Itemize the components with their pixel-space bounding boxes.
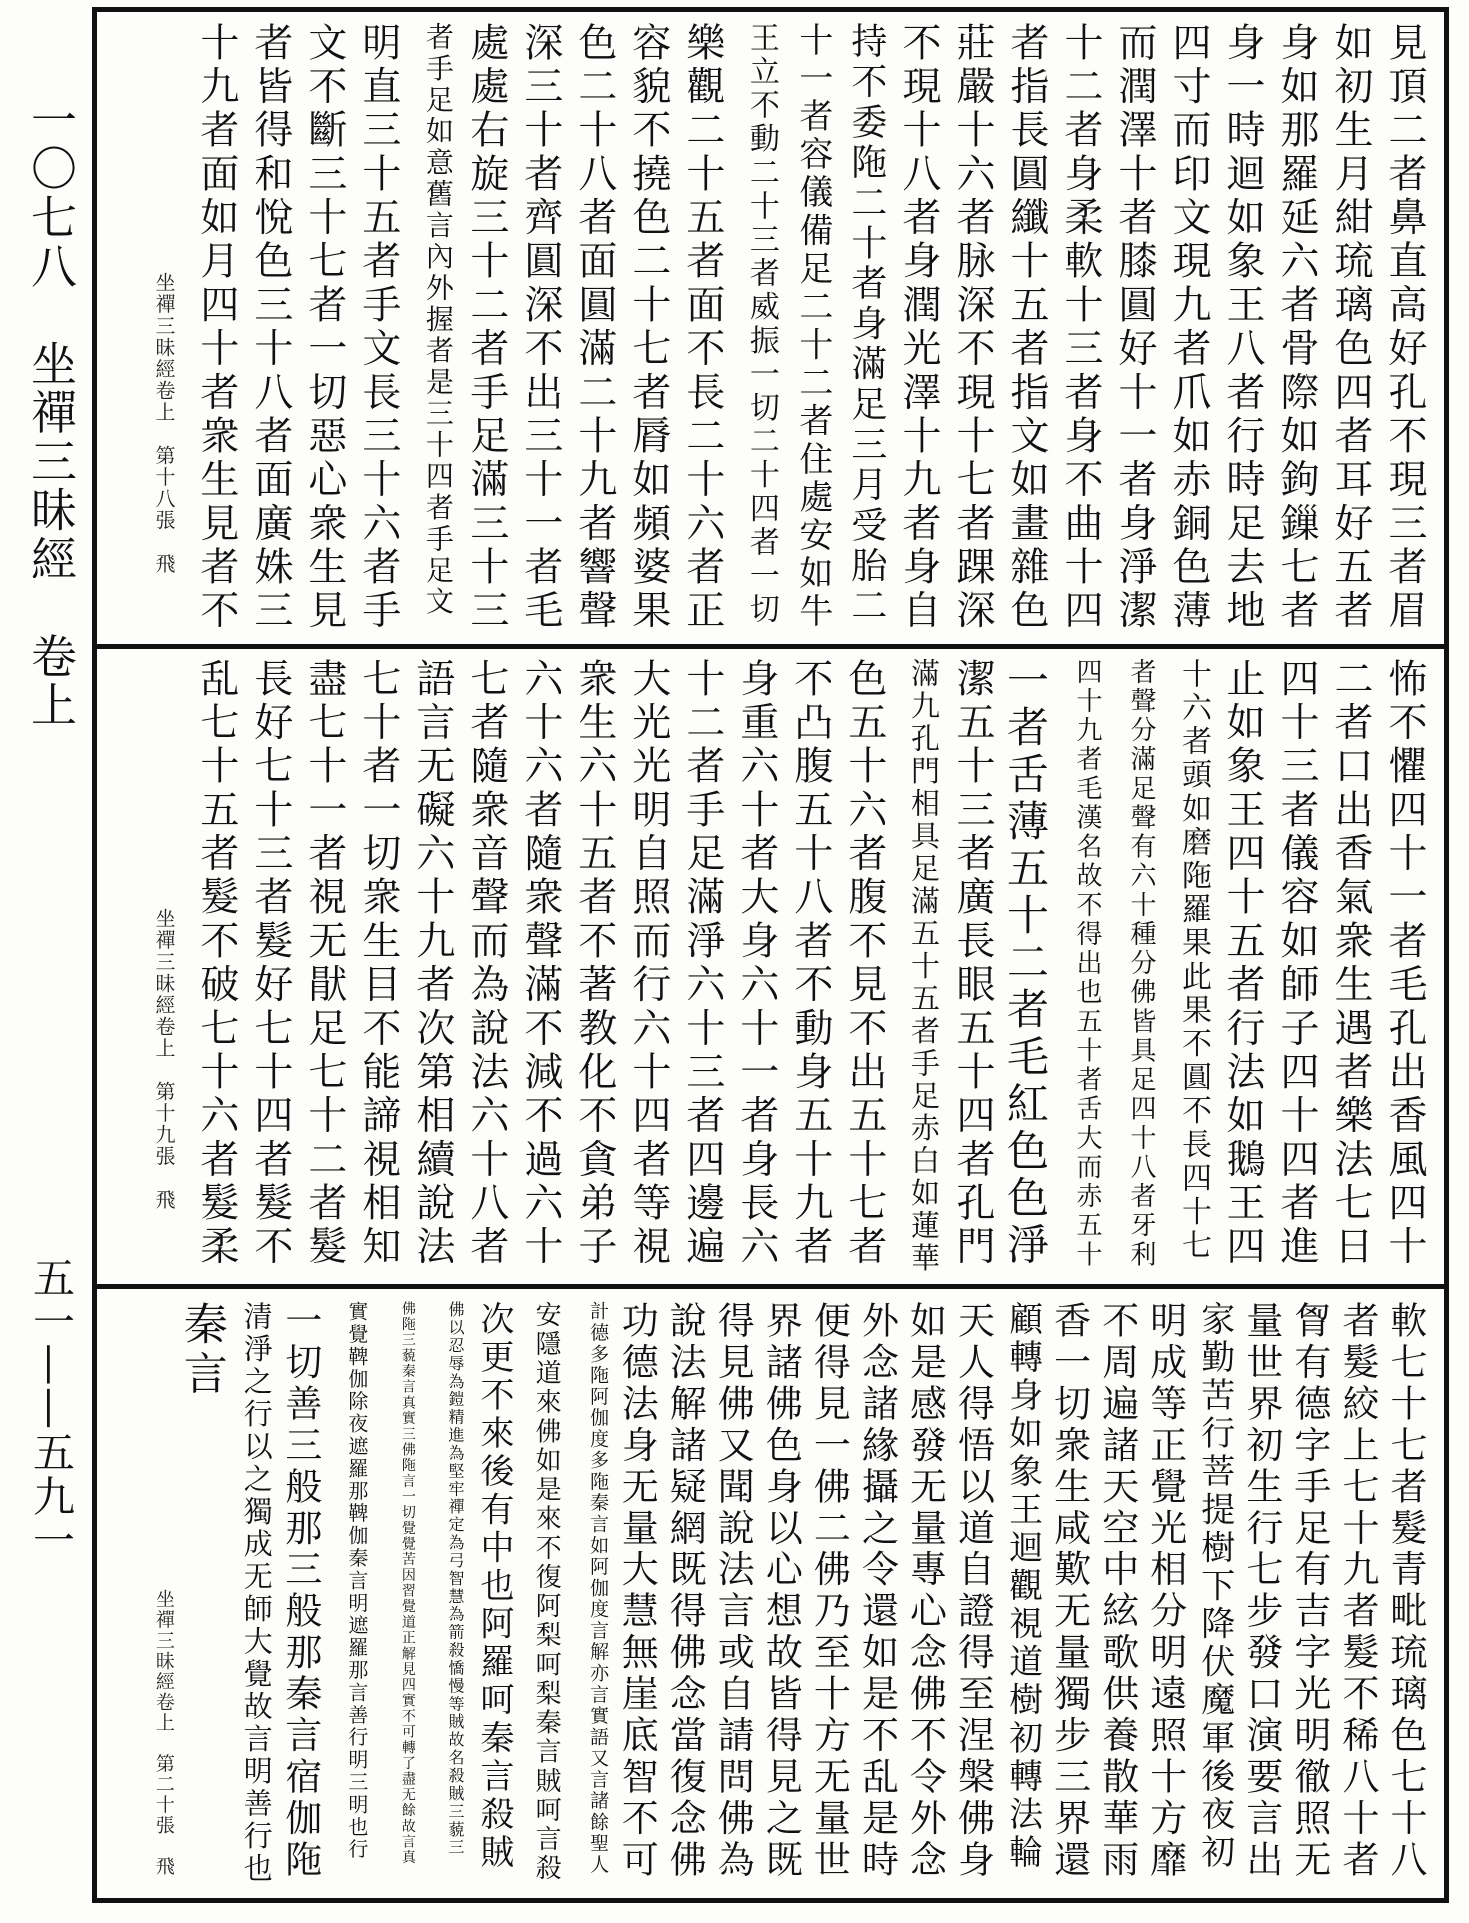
text-column: 得見佛又聞說法言或自請問佛為 — [711, 1301, 755, 1882]
text-column: 者髮絞上七十九者髮不稀八十者 — [1335, 1301, 1379, 1882]
text-column: 色二十八者面圓滿二十九者響聲 — [571, 22, 617, 634]
text-column: 怖不懼四十一者毛孔出香風四十 — [1382, 658, 1427, 1270]
text-column: 秦言 — [175, 1301, 227, 1400]
text-column: 如初生月紺琉璃色四者耳好五者 — [1328, 22, 1373, 634]
text-column: 莊嚴十六者脉深不現十七者踝深 — [949, 22, 995, 634]
page-margin-header — [18, 96, 92, 1876]
text-column: 見頂二者鼻直高好孔不現三者眉 — [1382, 22, 1427, 634]
volume-title: 一〇七八 坐禪三昧經 卷上 — [24, 96, 78, 730]
text-column: 乱七十五者髮不破七十六者髮柔 — [193, 658, 239, 1270]
text-column: 四十三者儀容如師子四十四者進 — [1273, 658, 1319, 1270]
text-column: 王立不動二十三者威振一切二十四者一切 — [743, 22, 779, 627]
text-column: 胷有德字手足有吉字光明徹照无 — [1287, 1301, 1331, 1882]
text-column: 十九者面如月四十者衆生見者不 — [193, 22, 239, 634]
text-column: 容貌不撓色二十七者脣如頻婆果 — [625, 22, 671, 634]
text-column: 身重六十者大身六十一者身長六 — [733, 658, 779, 1270]
folio-note: 坐禪三昧經卷上 第十九張 飛 — [152, 908, 176, 1211]
text-column: 者皆得和悅色三十八者面廣姝三 — [247, 22, 293, 634]
text-column: 語言无礙六十九者次第相續說法 — [409, 658, 455, 1270]
text-column: 七十者一切衆生目不能諦視相知 — [355, 658, 401, 1270]
text-column: 香一切衆生咸歎无量獨步三界還 — [1047, 1301, 1091, 1882]
text-column: 不現十八者身潤光澤十九者身自 — [895, 22, 941, 634]
text-column: 二者口出香氣衆生遇者樂法七日 — [1328, 658, 1373, 1270]
text-column: 四寸而印文現九者爪如赤銅色薄 — [1165, 22, 1211, 634]
text-column: 不凸腹五十八者不動身五十九者 — [787, 658, 833, 1270]
text-column: 四十九者毛漢名故不得出也五十者舌大而赤五十 — [1071, 658, 1102, 1270]
panel-3 — [97, 1289, 1444, 1898]
text-column: 盡七十一者視无猒足七十二者髮 — [301, 658, 347, 1270]
text-column: 止如象王四十五者行法如鵝王四 — [1219, 658, 1265, 1270]
text-column: 衆生六十五者不著教化不貪弟子 — [571, 658, 617, 1270]
text-column: 十二者身柔軟十三者身不曲十四 — [1057, 22, 1103, 634]
text-column: 身一時迴如象王八者行時足去地 — [1219, 22, 1265, 634]
text-column: 六十六者隨衆聲滿不減不過六十 — [517, 658, 563, 1270]
text-column: 十一者容儀備足二十二者住處安如牛 — [792, 22, 833, 632]
panel-2 — [97, 648, 1444, 1289]
text-column: 七者隨衆音聲而為說法六十八者 — [463, 658, 509, 1270]
text-column: 軟七十七者髮青毗琉璃色七十八 — [1384, 1301, 1427, 1882]
text-column: 安隱道來佛如是來不復阿梨呵梨秦言賊呵言殺 — [531, 1301, 562, 1884]
text-column: 次更不來後有中也阿羅呵秦言殺賊 — [474, 1301, 515, 1873]
text-column: 佛以忍辱為鎧精進為堅牢禪定為弓智慧為箭殺憍慢等賊故名殺賊三藐三 — [445, 1301, 465, 1857]
text-column: 深三十者齊圓深不出三十一者毛 — [517, 22, 563, 634]
text-column: 說法解諸疑網既得佛念當復念佛 — [663, 1301, 707, 1882]
text-column: 顧轉身如象王迴觀視道樹初轉法輪 — [1002, 1301, 1043, 1873]
text-column: 文不斷三十七者一切惡心衆生見 — [301, 22, 347, 634]
text-column: 者手足如意舊言內外握者是三十四者手足文 — [421, 22, 455, 618]
text-column: 計德多陁阿伽度多陁秦言如阿伽度言解亦言實語又言諸餘聖人 — [587, 1301, 610, 1876]
folio-note: 坐禪三昧經卷上 第二十張 飛 — [152, 1589, 175, 1877]
text-column: 處處右旋三十二者手足滿三十三 — [463, 22, 509, 634]
text-column: 明直三十五者手文長三十六者手 — [355, 22, 401, 634]
text-column: 潔五十三者廣長眼五十四者孔門 — [949, 658, 995, 1270]
text-column: 色五十六者腹不見不出五十七者 — [841, 658, 887, 1270]
text-column: 功德法身无量大慧無崖底智不可 — [615, 1301, 659, 1882]
text-column: 外念諸緣攝之令還如是不乱是時 — [855, 1301, 899, 1882]
text-column: 一切善三般那三般那秦言宿伽陁 — [278, 1301, 322, 1882]
text-column: 而潤澤十者膝圓好十一者身淨潔 — [1111, 22, 1157, 634]
panel-1 — [97, 12, 1444, 648]
text-column: 身如那羅延六者骨際如鉤鏁七者 — [1273, 22, 1319, 634]
text-column: 十六者頭如磨陁羅果此果不圓不長四十七 — [1175, 658, 1211, 1263]
text-column: 佛陁三藐秦言真實三佛陁言一切覺覺苦因習覺道正解見四實不可轉了盡无餘故言真 — [399, 1301, 416, 1866]
text-column: 不周遍諸天空中絃歌供養散華雨 — [1095, 1301, 1139, 1882]
text-column: 天人得悟以道自證得至涅槃佛身 — [951, 1301, 995, 1882]
text-column: 長好七十三者髮好七十四者髮不 — [247, 658, 293, 1270]
text-column: 十二者手足滿淨六十三者四邊遍 — [679, 658, 725, 1270]
text-column: 者指長圓纖十五者指文如畫雜色 — [1003, 22, 1049, 634]
text-column: 者聲分滿足聲有六十種分佛皆具足四十八者牙利 — [1125, 658, 1156, 1270]
text-frame — [92, 7, 1449, 1903]
text-column: 持不委陁二十者身滿足三月受胎二 — [845, 22, 887, 627]
text-column: 清淨之行以之獨成无師大覺故言明善行也 — [239, 1301, 274, 1886]
text-column: 如是感發无量專心念佛不令外念 — [903, 1301, 947, 1882]
text-column: 便得見一佛二佛乃至十方无量世 — [807, 1301, 851, 1882]
text-column: 量世界初生行七步發口演要言出 — [1239, 1301, 1283, 1882]
text-column: 實覺鞞伽除夜遮羅那鞞伽秦言明遮羅那言善行明三明也行 — [344, 1301, 369, 1861]
text-column: 大光光明自照而行六十四者等視 — [625, 658, 671, 1270]
text-column: 一者舌薄五十二者毛紅色色淨 — [1000, 658, 1050, 1270]
text-column: 樂觀二十五者面不長二十六者正 — [679, 22, 725, 634]
text-column: 滿九孔門相具足滿五十五者手足赤白如蓮華 — [906, 658, 941, 1276]
folio-note: 坐禪三昧經卷上 第十八張 飛 — [152, 272, 176, 575]
text-column: 明成等正覺光相分明遠照十方靡 — [1143, 1301, 1187, 1882]
page-range: 五一——五九一 — [27, 1256, 76, 1562]
text-column: 家勤苦行菩提樹下降伏魔軍後夜初 — [1194, 1301, 1235, 1873]
text-column: 界諸佛色身以心想故皆得見之既 — [759, 1301, 803, 1882]
